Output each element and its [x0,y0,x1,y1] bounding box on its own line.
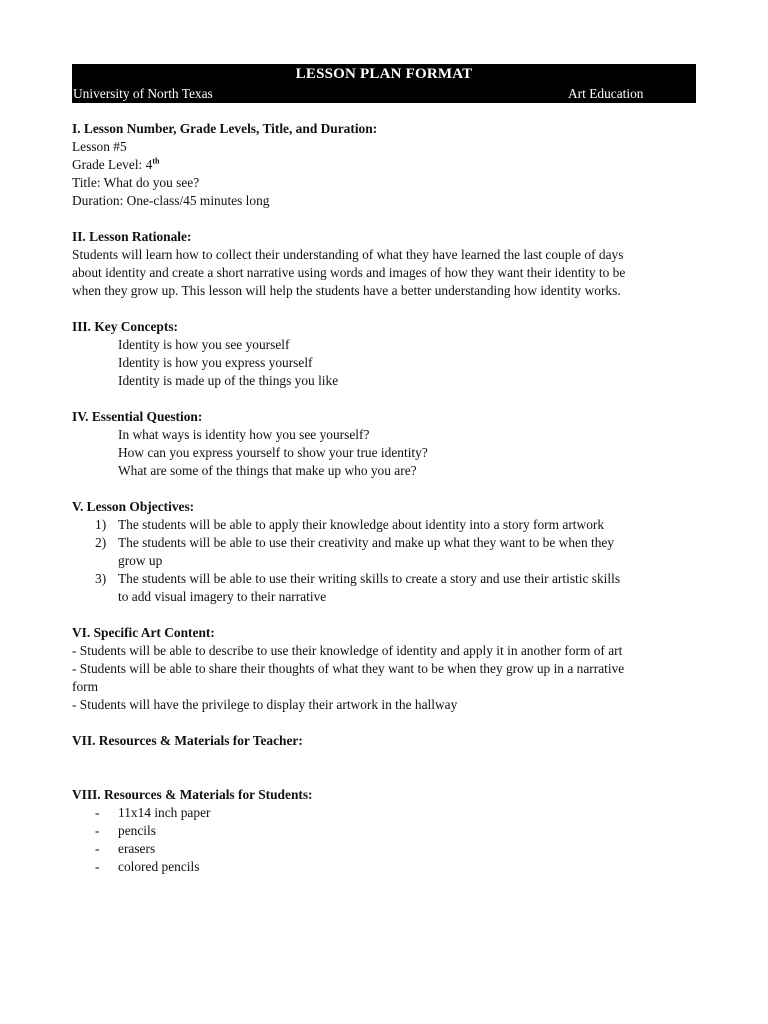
objective-number: 1) [95,517,107,532]
section-1-heading: I. Lesson Number, Grade Levels, Title, and Duration: [72,121,378,136]
bullet-dash: - [95,823,100,838]
objective-item [72,516,696,534]
lesson-duration: Duration: One-class/45 minutes long [72,193,270,208]
material-label: colored pencils [118,859,200,874]
section-2-heading: II. Lesson Rationale: [72,229,192,244]
bullet-dash: - [95,859,100,874]
key-concept: Identity is how you see yourself [118,337,290,352]
objective-line: The students will be able to use their creativity and make up what they want to be when they [118,535,615,550]
material-item [72,858,696,876]
section-5-heading: V. Lesson Objectives: [72,499,195,514]
objective-line: The students will be able to use their writing skills to create a story and use their artistic skills [118,571,621,586]
essential-question: How can you express yourself to show your true identity? [118,445,428,460]
key-concept: Identity is made up of the things you like [118,373,339,388]
art-content-line: - Students will be able to describe to use their knowledge of identity and apply it in another form of art [72,643,623,658]
section-4-heading: IV. Essential Question: [72,409,203,424]
art-content-line: - Students will be able to share their thoughts of what they want to be when they grow up in a narrative [72,661,625,676]
material-label: pencils [118,823,156,838]
grade-level-suffix: th [152,156,160,166]
material-item [72,840,696,858]
rationale-line: when they grow up. This lesson will help the students have a better understanding how identity works. [72,283,621,298]
key-concept: Identity is how you express yourself [118,355,313,370]
section-7-heading: VII. Resources & Materials for Teacher: [72,733,303,748]
essential-question: What are some of the things that make up who you are? [118,463,417,478]
material-item [72,822,696,840]
department-name: Art Education [568,86,644,101]
bullet-dash: - [95,805,100,820]
objective-item [72,570,696,606]
material-label: erasers [118,841,156,856]
lesson-title: Title: What do you see? [72,175,200,190]
material-item [72,804,696,822]
section-6-heading: VI. Specific Art Content: [72,625,215,640]
university-name: University of North Texas [73,86,213,101]
objective-line: The students will be able to apply their knowledge about identity into a story form artwork [118,517,605,532]
section-8-heading: VIII. Resources & Materials for Students: [72,787,313,802]
document-body [72,120,696,876]
objective-line: to add visual imagery to their narrative [118,589,327,604]
document-title: LESSON PLAN FORMAT [295,66,473,82]
grade-level-text: Grade Level: 4 [72,157,153,172]
objective-number: 3) [95,571,107,586]
grade-level [72,156,696,174]
lesson-number: Lesson #5 [72,139,127,154]
bullet-dash: - [95,841,100,856]
objective-number: 2) [95,535,107,550]
essential-question: In what ways is identity how you see yourself? [118,427,370,442]
rationale-line: about identity and create a short narrative using words and images of how they want their identity to be [72,265,626,280]
section-3-heading: III. Key Concepts: [72,319,179,334]
material-label: 11x14 inch paper [118,805,211,820]
art-content-line: - Students will have the privilege to display their artwork in the hallway [72,697,458,712]
art-content-line: form [72,679,99,694]
objective-line: grow up [118,553,163,568]
objective-item [72,534,696,570]
rationale-line: Students will learn how to collect their understanding of what they have learned the last couple of days [72,247,624,262]
header-bar [72,64,696,103]
